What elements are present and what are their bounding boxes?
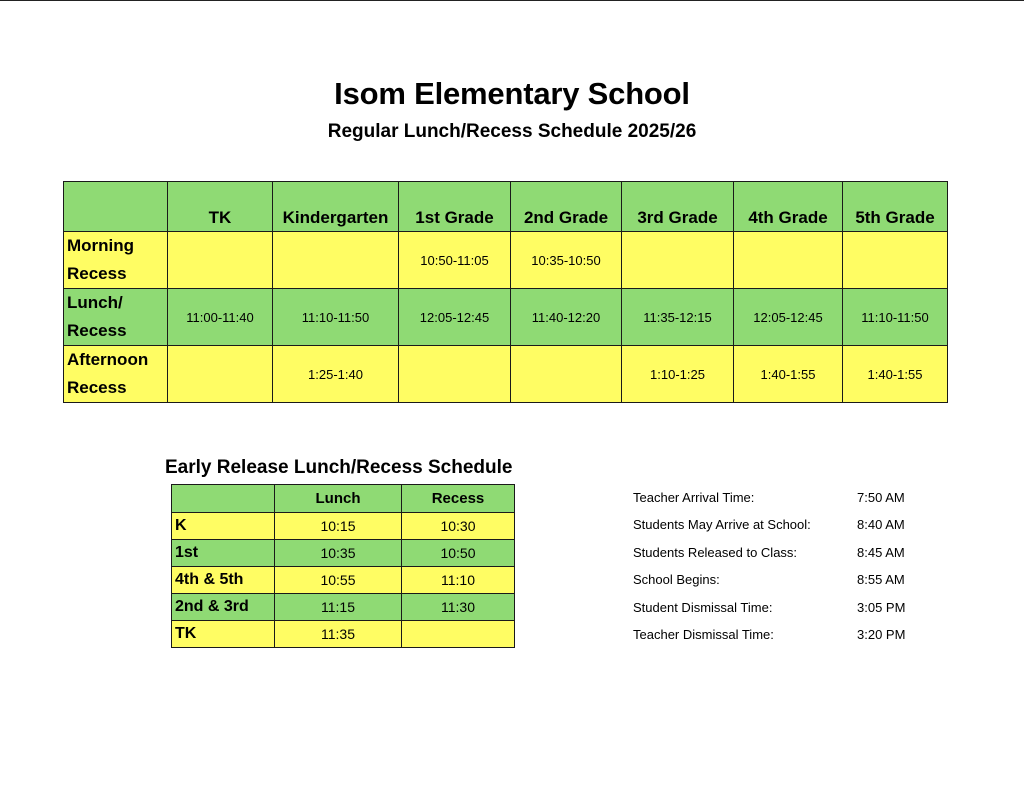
table-row [172,567,515,594]
table-cell: 12:05-12:45 [734,289,843,346]
table-header-row [172,485,515,513]
lunch-cell: 10:55 [275,567,402,594]
table-cell: 10:50-11:05 [399,232,511,289]
table-cell [622,232,734,289]
column-header-blank [172,485,275,513]
row-label-line2: Recess [67,264,127,283]
page-top-border [0,0,1024,1]
row-label: 4th & 5th [172,567,275,594]
lunch-cell: 10:15 [275,513,402,540]
table-cell: 1:40-1:55 [734,346,843,403]
table-row [172,540,515,567]
time-value: 8:45 AM [857,544,905,560]
row-label: TK [172,621,275,648]
table-cell: 1:40-1:55 [843,346,948,403]
row-label: K [172,513,275,540]
time-label: Teacher Dismissal Time: [633,626,774,642]
row-label-line2: Recess [67,378,127,397]
table-row [172,621,515,648]
table-cell: 10:35-10:50 [511,232,622,289]
column-header-3rd-grade: 3rd Grade [622,182,734,232]
table-row-afternoon-recess [64,346,948,403]
table-cell [168,232,273,289]
row-label-line1: Afternoon [67,350,149,369]
column-header-blank [64,182,168,232]
table-cell: 1:25-1:40 [273,346,399,403]
time-label: Students May Arrive at School: [633,517,811,533]
time-label: Students Released to Class: [633,544,798,560]
table-row-morning-recess [64,232,948,289]
table-header-row [64,182,948,232]
lunch-cell: 11:35 [275,621,402,648]
column-header-1st-grade: 1st Grade [399,182,511,232]
column-header-4th-grade: 4th Grade [734,182,843,232]
column-header-tk: TK [168,182,273,232]
early-release-table [171,484,515,648]
row-label [64,289,168,346]
lunch-cell: 11:15 [275,594,402,621]
row-label [64,346,168,403]
table-row [172,513,515,540]
table-cell: 11:00-11:40 [168,289,273,346]
column-header-2nd-grade: 2nd Grade [511,182,622,232]
table-cell: 12:05-12:45 [399,289,511,346]
column-header-kindergarten: Kindergarten [273,182,399,232]
row-label: 1st [172,540,275,567]
row-label [64,232,168,289]
lunch-cell: 10:35 [275,540,402,567]
time-value: 8:40 AM [857,517,905,533]
time-value: 8:55 AM [857,572,905,588]
column-header-5th-grade: 5th Grade [843,182,948,232]
table-cell [273,232,399,289]
table-cell: 1:10-1:25 [622,346,734,403]
table-cell: 11:10-11:50 [843,289,948,346]
recess-cell [402,621,515,648]
row-label-line2: Recess [67,321,127,340]
table-row-lunch-recess [64,289,948,346]
recess-cell: 10:50 [402,540,515,567]
table-cell [168,346,273,403]
time-value: 3:05 PM [857,599,906,615]
row-label-line1: Lunch/ [67,293,123,312]
recess-cell: 11:10 [402,567,515,594]
page-title: Isom Elementary School [334,76,690,111]
column-header-recess: Recess [402,485,515,513]
table-cell [734,232,843,289]
table-cell: 11:10-11:50 [273,289,399,346]
page-subtitle: Regular Lunch/Recess Schedule 2025/26 [327,121,697,142]
table-cell [843,232,948,289]
table-cell [511,346,622,403]
time-label: School Begins: [633,572,720,588]
early-release-title: Early Release Lunch/Recess Schedule [165,457,513,478]
time-label: Teacher Arrival Time: [633,490,755,505]
regular-schedule-table [63,181,948,403]
time-label: Student Dismissal Time: [633,599,773,615]
time-value: 7:50 AM [857,490,905,505]
recess-cell: 11:30 [402,594,515,621]
time-value: 3:20 PM [857,626,906,642]
table-row [172,594,515,621]
table-cell: 11:40-12:20 [511,289,622,346]
table-cell [399,346,511,403]
table-cell: 11:35-12:15 [622,289,734,346]
row-label: 2nd & 3rd [172,594,275,621]
recess-cell: 10:30 [402,513,515,540]
row-label-line1: Morning [67,236,135,255]
column-header-lunch: Lunch [275,485,402,513]
